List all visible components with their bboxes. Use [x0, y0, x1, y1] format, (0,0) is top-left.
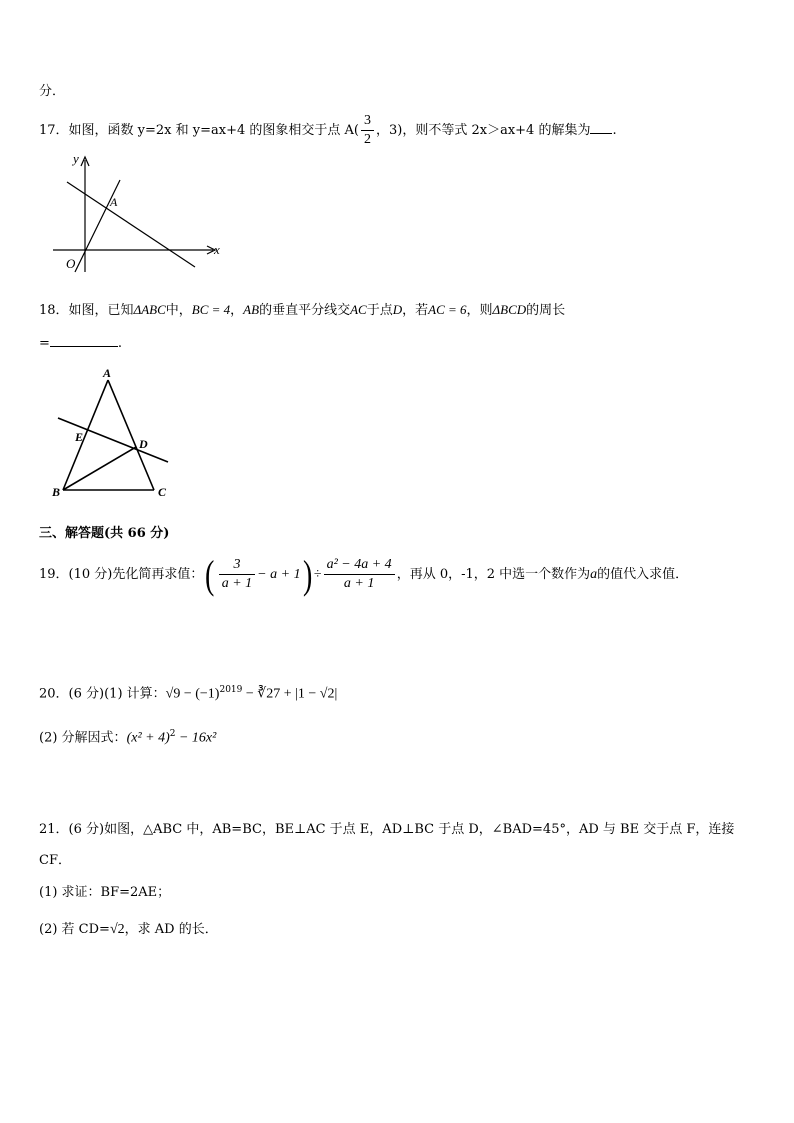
side-ac: [108, 380, 154, 490]
question-21-line-1: [39, 822, 734, 838]
question-21-part-1: (1) 求证：BF=2AE；: [39, 885, 171, 900]
math-expression: √9 − (−1): [165, 686, 220, 702]
vertex-a-label: A: [103, 366, 112, 380]
segment-bd: [63, 447, 136, 490]
q18-text: 的周长: [526, 303, 566, 318]
question-20-part-1: [39, 680, 337, 704]
q18-text: ，: [230, 303, 244, 318]
point-e-label: E: [75, 430, 84, 444]
q19-text: 的值代入求值．: [597, 567, 689, 582]
equals-sign: =: [39, 336, 50, 351]
fraction-denominator: 2: [364, 132, 371, 147]
fraction-denominator: a + 1: [221, 576, 253, 591]
fraction-3-over-2: [361, 112, 374, 149]
question-18-answer-line: [39, 334, 122, 352]
origin-label: O: [66, 256, 76, 271]
vertex-c-label: C: [158, 485, 167, 499]
question-number: 21．: [39, 822, 69, 837]
q21-text: 如图，△ABC 中，AB=BC，BE⊥AC 于点 E，AD⊥BC 于点 D，∠BAD=45°，AD 与 BE 交于点 F，连接: [104, 822, 735, 837]
fraction-3-over-a-plus-1: [219, 556, 255, 593]
left-paren: (: [205, 551, 215, 597]
q18-text: ，则: [466, 303, 493, 318]
math-bc-equals-4: BC = 4: [191, 302, 231, 317]
exponent: 2: [169, 729, 176, 739]
previous-question-tail: 分．: [39, 84, 66, 99]
fraction-denominator: a + 1: [343, 576, 375, 591]
question-21-line-2: CF．: [39, 853, 71, 868]
question-19-text: [39, 552, 688, 598]
points-badge: (6 分): [68, 686, 105, 702]
math-minus-a-plus-1: − a + 1: [257, 567, 301, 582]
math-expression: (x² + 4): [126, 730, 170, 746]
part-2-label: (2) 分解因式：: [39, 730, 127, 746]
math-a: a: [590, 567, 598, 582]
q18-text: 于点: [366, 303, 393, 318]
math-d: D: [392, 302, 403, 317]
figure-17-graph: [45, 150, 235, 280]
point-d-label: D: [139, 437, 148, 451]
figure-18-triangle: [48, 362, 178, 502]
q18-text: 如图，已知: [68, 303, 134, 318]
y-axis-label: y: [73, 151, 79, 166]
math-ac-equals-6: AC = 6: [428, 302, 467, 317]
math-ac: AC: [350, 302, 367, 317]
question-number: 17．: [39, 123, 69, 138]
fraction-numerator: a² − 4a + 4: [324, 556, 395, 575]
math-sqrt-2: √2: [109, 922, 125, 937]
part-1-label: (1) 计算：: [104, 686, 166, 702]
question-20-part-2: [39, 724, 216, 748]
answer-blank: [50, 334, 118, 347]
fraction-numerator: 3: [219, 556, 255, 575]
q18-text: 中，: [165, 303, 192, 318]
point-a-label: A: [110, 195, 118, 209]
vertex-b-label: B: [52, 485, 61, 499]
math-expression: − 16x²: [175, 730, 217, 746]
division-sign: ÷: [313, 567, 322, 582]
math-expression: − ∛27 + |1 − √2|: [242, 686, 338, 702]
question-number: 20．: [39, 686, 69, 702]
points-badge: (10 分): [68, 567, 113, 582]
line-y-equals-2x: [75, 180, 120, 272]
math-triangle-abc: ΔABC: [133, 302, 166, 317]
right-paren: ): [302, 551, 312, 597]
exponent: 2019: [219, 685, 243, 695]
question-18-text: [39, 302, 565, 319]
q18-text: ，若: [402, 303, 429, 318]
question-17-text: [39, 112, 617, 149]
fraction-numerator: 3: [361, 112, 374, 131]
q17-text-a: 如图，函数 y=2x 和 y=ax+4 的图象相交于点 A(: [68, 123, 359, 138]
q18-text: 的垂直平分线交: [259, 303, 351, 318]
fraction-quadratic-over-a-plus-1: [324, 556, 395, 593]
question-number: 19．: [39, 567, 69, 582]
answer-blank: [590, 121, 612, 134]
q19-text: 先化简再求值：: [112, 567, 204, 582]
q21-text: ，求 AD 的长．: [124, 922, 218, 937]
q19-text: ，再从 0，-1，2 中选一个数作为: [396, 567, 591, 582]
q17-text-b: ，3)，则不等式 2x＞ax+4 的解集为: [376, 123, 591, 138]
section-3-heading: 三、解答题(共 66 分): [39, 526, 170, 541]
sentence-end: .: [612, 123, 617, 138]
question-number: 18．: [39, 303, 69, 318]
line-y-equals-ax-plus-4: [67, 182, 195, 267]
math-triangle-bcd: ΔBCD: [492, 302, 527, 317]
points-badge: (6 分): [68, 822, 105, 837]
q21-text: (2) 若 CD=: [39, 922, 110, 937]
question-21-part-2: [39, 920, 218, 940]
math-ab: AB: [243, 302, 260, 317]
sentence-end: .: [117, 336, 123, 351]
x-axis-label: x: [214, 242, 220, 257]
